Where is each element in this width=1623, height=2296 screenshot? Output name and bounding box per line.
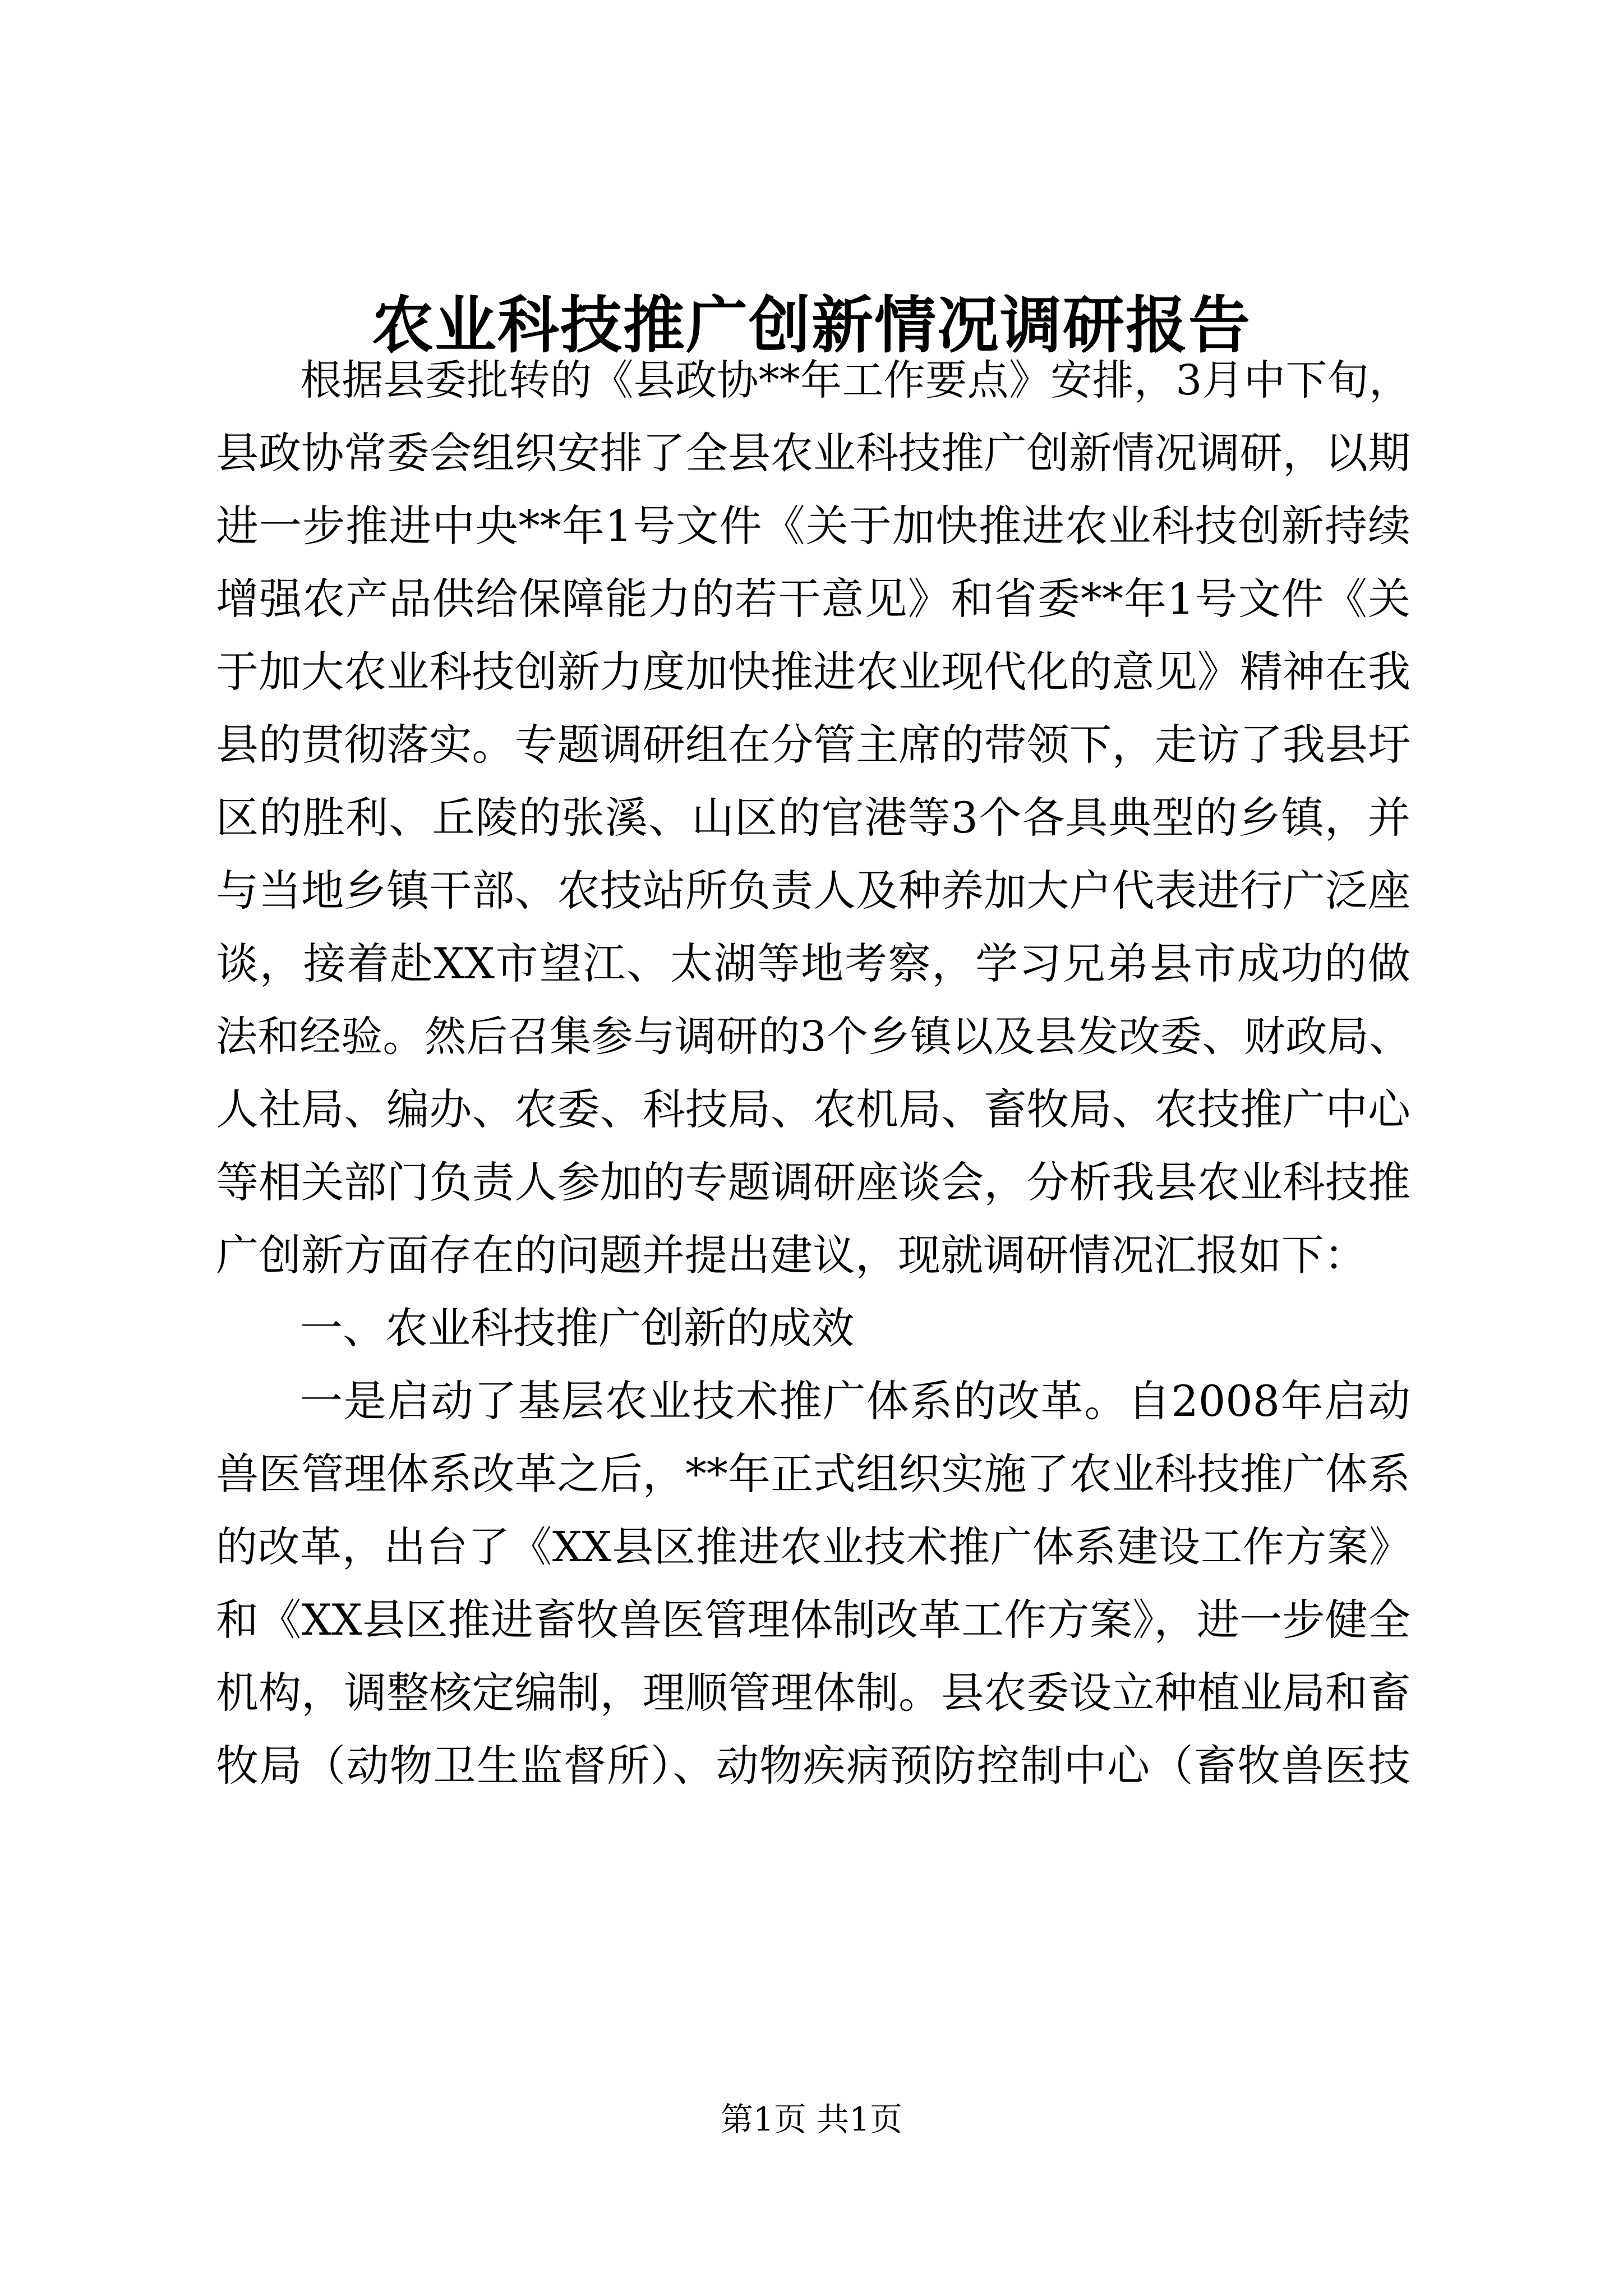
paragraph-line: 机构，调整核定编制，理顺管理体制。县农委设立种植业局和畜 [216,1668,1410,1718]
paragraph-line: 县政协常委会组织安排了全县农业科技推广创新情况调研，以期 [216,428,1410,478]
paragraph-line: 于加大农业科技创新力度加快推进农业现代化的意见》精神在我 [216,647,1410,697]
paragraph-line: 等相关部门负责人参加的专题调研座谈会，分析我县农业科技推 [216,1157,1410,1207]
page-footer: 第1页 共1页 [720,2100,903,2138]
paragraph-line: 增强农产品供给保障能力的若干意见》和省委**年1号文件《关 [216,574,1410,624]
paragraph-line: 广创新方面存在的问题并提出建议，现就调研情况汇报如下： [216,1230,1367,1280]
paragraph-line: 牧局（动物卫生监督所）、动物疾病预防控制中心（畜牧兽医技 [216,1741,1410,1791]
paragraph-line: 一是启动了基层农业技术推广体系的改革。自2008年启动 [300,1376,1410,1426]
document-title: 农业科技推广创新情况调研报告 [372,289,1251,361]
paragraph-line: 根据县委批转的《县政协**年工作要点》安排，3月中下旬， [300,356,1410,404]
paragraph-line: 人社局、编办、农委、科技局、农机局、畜牧局、农技推广中心 [216,1084,1410,1134]
section-heading: 一、农业科技推广创新的成效 [300,1303,854,1353]
paragraph-line: 县的贯彻落实。专题调研组在分管主席的带领下，走访了我县圩 [216,720,1410,770]
paragraph-line: 兽医管理体系改革之后，**年正式组织实施了农业科技推广体系 [216,1449,1410,1499]
paragraph-line: 谈，接着赴XX市望江、太湖等地考察，学习兄弟县市成功的做 [216,938,1410,988]
paragraph-line: 与当地乡镇干部、农技站所负责人及种养加大户代表进行广泛座 [216,866,1410,915]
paragraph-line: 和《XX县区推进畜牧兽医管理体制改革工作方案》，进一步健全 [216,1595,1410,1645]
paragraph-line: 法和经验。然后召集参与调研的3个乡镇以及县发改委、财政局、 [216,1013,1410,1061]
paragraph-line: 区的胜利、丘陵的张溪、山区的官港等3个各具典型的乡镇，并 [216,793,1410,843]
paragraph-line: 的改革，出台了《XX县区推进农业技术推广体系建设工作方案》 [216,1523,1410,1571]
paragraph-line: 进一步推进中央**年1号文件《关于加快推进农业科技创新持续 [216,501,1410,551]
